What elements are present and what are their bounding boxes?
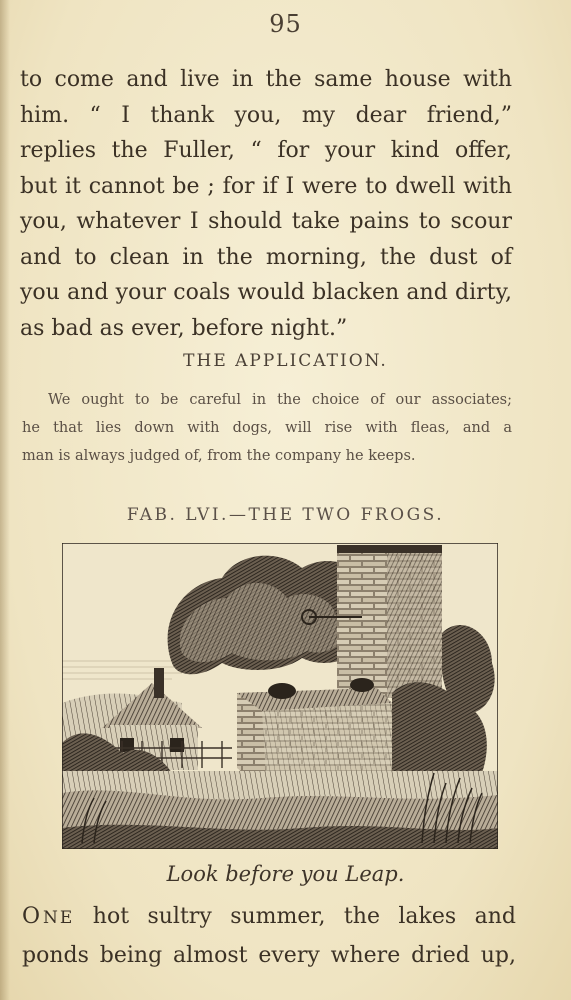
moral-line: We ought to be careful in the choice of our associates; [48,392,512,408]
text-line: as bad as ever, before night.” [20,315,348,341]
page-gutter-shadow [0,0,10,1000]
fable-text [20,62,512,346]
text-line: ponds being almost every where dried up, [22,943,516,968]
page-number: 95 [269,10,302,38]
line-remainder: hot sultry summer, the lakes and [74,904,516,929]
fable-heading: FAB. LVI.—THE TWO FROGS. [126,505,445,525]
drop-capital: O [22,904,44,929]
text-line: and to clean in the morning, the dust of [20,244,512,270]
text-line: you and your coals would blacken and dirty, [20,280,512,305]
woodcut-illustration [62,543,498,849]
text-line: to come and live in the same house with [20,67,512,92]
application-text [22,386,512,470]
application-heading: THE APPLICATION. [183,351,388,371]
small-capitals: NE [43,908,75,928]
text-line: you, whatever I should take pains to scour [20,209,512,234]
next-fable-text [22,898,516,974]
text-line: replies the Fuller, “ for your kind offer, [20,138,512,163]
illustration-caption: Look before you Leap. [166,862,405,886]
moral-line: he that lies down with dogs, will rise with fleas, and a [22,420,512,436]
text-line: him. “ I thank you, my dear friend,” [20,102,512,128]
text-line [22,898,516,937]
text-line: but it cannot be ; for if I were to dwell with [20,173,512,199]
moral-line: man is always judged of, from the company he keeps. [22,448,416,464]
